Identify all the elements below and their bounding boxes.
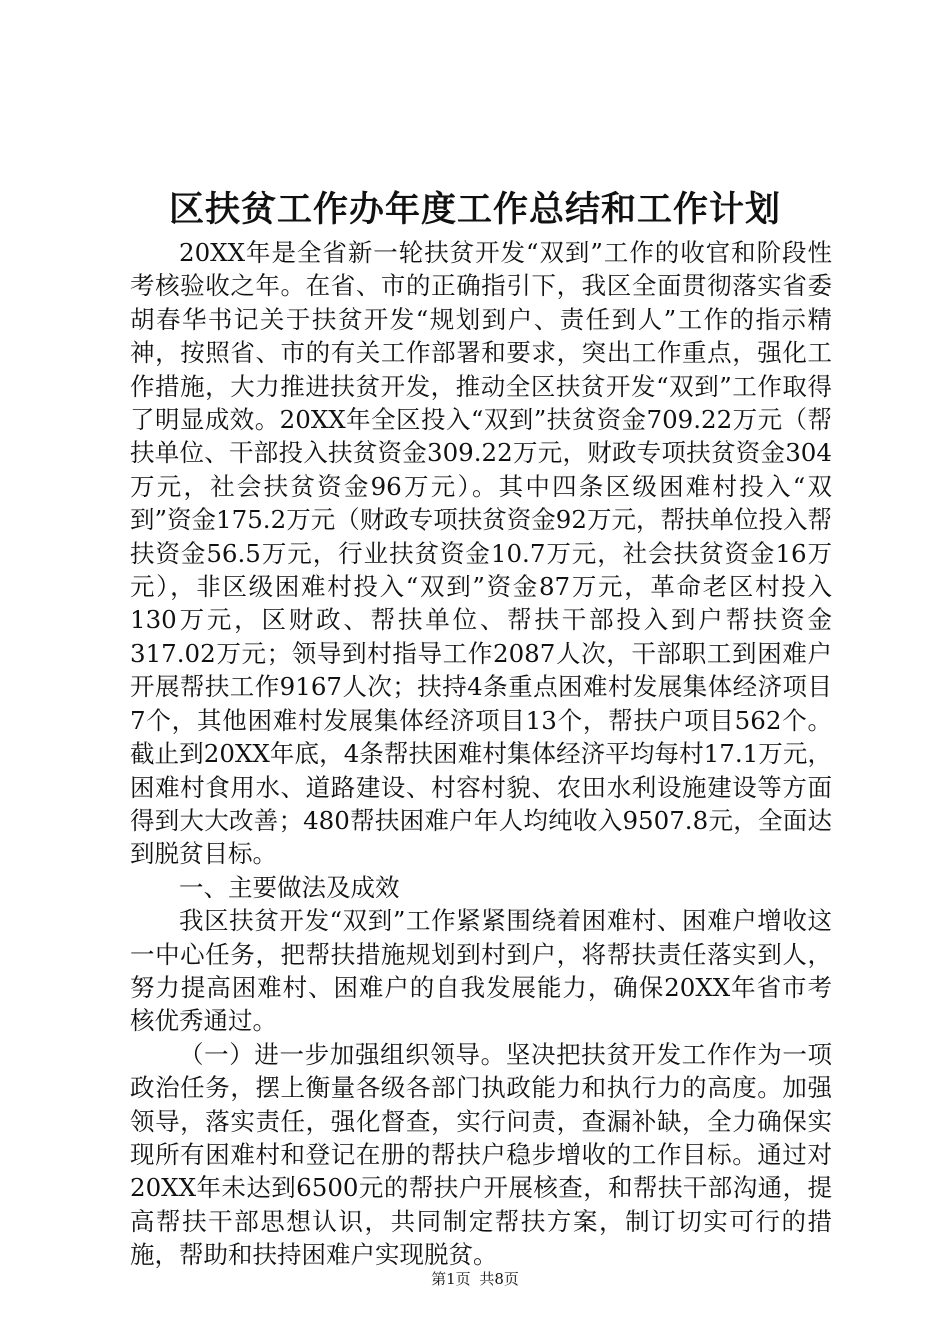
- page-footer: [0, 1268, 950, 1290]
- page-number: 第1页: [431, 1270, 471, 1288]
- document-body: [130, 236, 832, 1272]
- paragraph-intro: 20XX年是全省新一轮扶贫开发“双到”工作的收官和阶段性考核验收之年。在省、市的正确指引下，我区全面贯彻落实省委胡春华书记关于扶贫开发“规划到户、责任到人”工作的指示精神，按照省、市的有关工作部署和要求，突出工作重点，强化工作措施，大力推进扶贫开发，推动全区扶贫开发“双到”工作取得了明显成效。20XX年全区投入“双到”扶贫资金709.22万元（帮扶单位、干部投入扶贫资金309.22万元，财政专项扶贫资金304万元，社会扶贫资金96万元）。其中四条区级困难村投入“双到”资金175.2万元（财政专项扶贫资金92万元，帮扶单位投入帮扶资金56.5万元，行业扶贫资金10.7万元，社会扶贫资金16万元），非区级困难村投入“双到”资金87万元，革命老区村投入130万元，区财政、帮扶单位、帮扶干部投入到户帮扶资金317.02万元；领导到村指导工作2087人次，干部职工到困难户开展帮扶工作9167人次；扶持4条重点困难村发展集体经济项目7个，其他困难村发展集体经济项目13个，帮扶户项目562个。截止到20XX年底，4条帮扶困难村集体经济平均每村17.1万元，困难村食用水、道路建设、村容村貌、农田水利设施建设等方面得到大大改善；480帮扶困难户年人均纯收入9507.8元，全面达到脱贫目标。: [130, 238, 832, 869]
- paragraph-section-intro: 我区扶贫开发“双到”工作紧紧围绕着困难村、困难户增收这一中心任务，把帮扶措施规划到村到户，将帮扶责任落实到人，努力提高困难村、困难户的自我发展能力，确保20XX年省市考核优秀通过。: [130, 906, 832, 1036]
- paragraph-subsection-1: （一）进一步加强组织领导。坚决把扶贫开发工作作为一项政治任务，摆上衡量各级各部门执政能力和执行力的高度。加强领导，落实责任，强化督查，实行问责，查漏补缺，全力确保实现所有困难村和登记在册的帮扶户稳步增收的工作目标。通过对20XX年未达到6500元的帮扶户开展核查，和帮扶干部沟通，提高帮扶干部思想认识，共同制定帮扶方案，制订切实可行的措施，帮助和扶持困难户实现脱贫。: [130, 1039, 832, 1270]
- page-total: 共8页: [479, 1270, 519, 1288]
- section-heading: 一、主要做法及成效: [179, 872, 400, 902]
- document-title: 区扶贫工作办年度工作总结和工作计划: [168, 189, 781, 230]
